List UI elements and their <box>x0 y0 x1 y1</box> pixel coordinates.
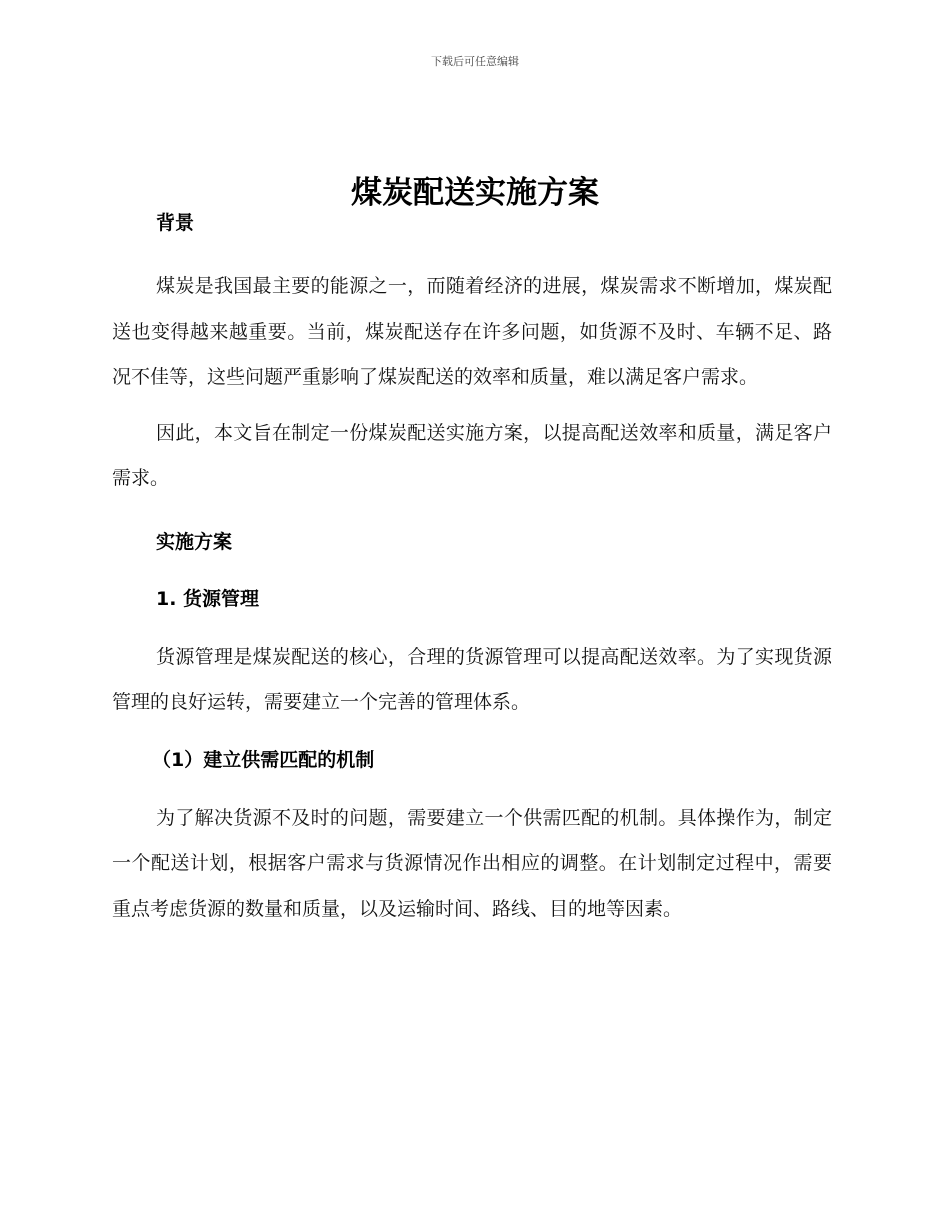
section-heading-plan: 实施方案 <box>156 530 233 553</box>
document-body <box>112 203 832 932</box>
paragraph-supply-1: 货源管理是煤炭配送的核心，合理的货源管理可以提高配送效率。为了实现货源管理的良好运转，需要建立一个完善的管理体系。 <box>112 645 832 713</box>
paragraph-mechanism-1: 为了解决货源不及时的问题，需要建立一个供需匹配的机制。具体操作为，制定一个配送计划，根据客户需求与货源情况作出相应的调整。在计划制定过程中，需要重点考虑货源的数量和质量，以及运输时间、路线、目的地等因素。 <box>112 806 832 920</box>
section-heading-background: 背景 <box>156 212 195 234</box>
paragraph-background-1: 煤炭是我国最主要的能源之一，而随着经济的进展，煤炭需求不断增加，煤炭配送也变得越来越重要。当前，煤炭配送存在许多问题，如货源不及时、车辆不足、路况不佳等，这些问题严重影响了煤炭配送的效率和质量，难以满足客户需求。 <box>112 275 832 388</box>
subsection-heading-mechanism: （1）建立供需匹配的机制 <box>152 748 375 771</box>
page-header-note: 下载后可任意编辑 <box>431 55 519 68</box>
document-title: 煤炭配送实施方案 <box>351 174 599 211</box>
paragraph-background-2: 因此，本文旨在制定一份煤炭配送实施方案，以提高配送效率和质量，满足客户需求。 <box>112 421 832 489</box>
subsection-heading-supply: 1. 货源管理 <box>156 587 260 610</box>
